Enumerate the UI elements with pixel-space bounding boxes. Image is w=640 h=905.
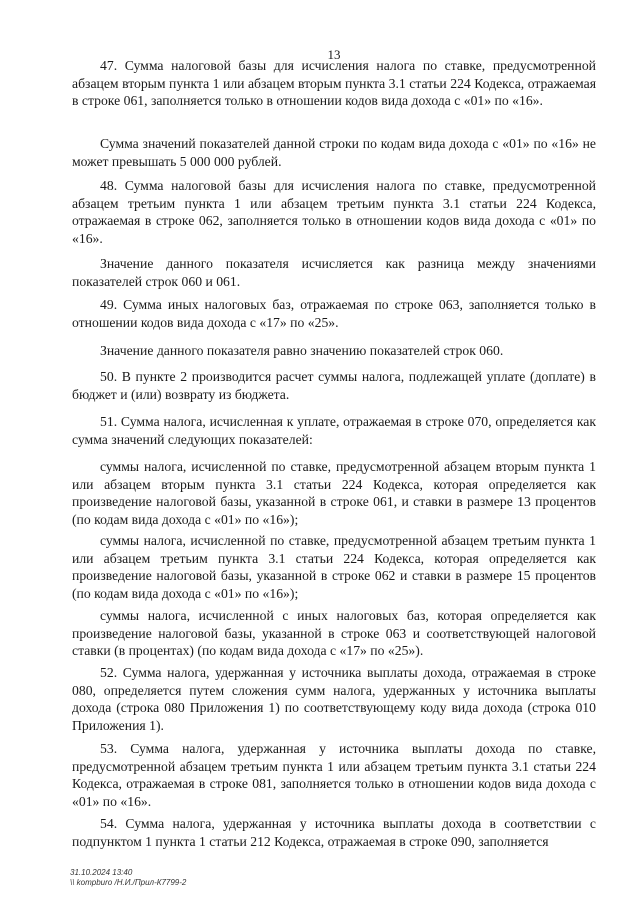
- paragraph-48-value: Значение данного показателя исчисляется как разница между значениями показателей строк 060 и 061.: [72, 256, 596, 289]
- page-number: 13: [327, 47, 341, 62]
- paragraph-51: 51. Сумма налога, исчисленная к уплате, отражаемая в строке 070, определяется как сумма значений следующих показателей:: [72, 414, 596, 447]
- paragraph-50: 50. В пункте 2 производится расчет суммы налога, подлежащей уплате (доплате) в бюджет и (или) возврату из бюджета.: [72, 369, 596, 402]
- paragraph-48: 48. Сумма налоговой базы для исчисления налога по ставке, предусмотренной абзацем третьим пункта 1 или абзацем третьим пункта 3.1 статьи 224 Кодекса, отражаемая в строке 062, заполняется только в отношении кодов вида дохода с «01» по «16».: [72, 178, 596, 246]
- paragraph-52: 52. Сумма налога, удержанная у источника выплаты дохода, отражаемая в строке 080, определяется путем сложения сумм налога, удержанных у источника выплаты дохода (строка 080 Приложения 1) по соответствующему коду вида дохода (строка 010 Приложения 1).: [72, 665, 596, 733]
- paragraph-54: 54. Сумма налога, удержанная у источника выплаты дохода в соответствии с подпунктом 1 пункта 1 статьи 212 Кодекса, отражаемая в строке 090, заполняется: [72, 816, 596, 849]
- paragraph-47: 47. Сумма налоговой базы для исчисления налога по ставке, предусмотренной абзацем вторым пункта 1 или абзацем вторым пункта 3.1 статьи 224 Кодекса, отражаемая в строке 061, заполняется только в отношении кодов вида дохода с «01» по «16».: [72, 58, 596, 109]
- paragraph-51-item-3: суммы налога, исчисленной с иных налоговых баз, которая определяется как произведение налоговой базы, указанной в строке 063 и соответствующей налоговой ставки (в процентах) (по кодам вида дохода с «17» по «25»).: [72, 608, 596, 659]
- paragraph-51-item-2: суммы налога, исчисленной по ставке, предусмотренной абзацем третьим пункта 1 или абзацем третьим пункта 3.1 статьи 224 Кодекса, которая определяется как произведение налоговой базы, указанной в строке 062 и ставки в размере 15 процентов (по кодам вида дохода с «01» по «16»);: [72, 533, 596, 601]
- footer-stamp: [70, 868, 186, 888]
- footer-timestamp: 31.10.2024 13:40: [70, 868, 133, 877]
- paragraph-49: 49. Сумма иных налоговых баз, отражаемая по строке 063, заполняется только в отношении кодов вида дохода с «17» по «25».: [72, 297, 596, 330]
- paragraph-51-item-1: суммы налога, исчисленной по ставке, предусмотренной абзацем вторым пункта 1 или абзацем вторым пункта 3.1 статьи 224 Кодекса, которая определяется как произведение налоговой базы, указанной в строке 061, и ставки в размере 13 процентов (по кодам вида дохода с «01» по «16»);: [72, 459, 596, 527]
- footer-file-path: \\ kompburo /Н.И./Прил-К7799-2: [70, 878, 187, 887]
- paragraph-49-value: Значение данного показателя равно значению показателей строк 060.: [100, 343, 504, 358]
- document-page: [72, 0, 596, 905]
- paragraph-47-limit: Сумма значений показателей данной строки по кодам вида дохода с «01» по «16» не может превышать 5 000 000 рублей.: [72, 136, 596, 169]
- paragraph-53: 53. Сумма налога, удержанная у источника выплаты дохода по ставке, предусмотренной абзацем третьим пункта 1 или абзацем третьим пункта 3.1 статьи 224 Кодекса, отражаемая в строке 081, заполняется только в отношении кодов вида дохода с «01» по «16».: [72, 741, 596, 809]
